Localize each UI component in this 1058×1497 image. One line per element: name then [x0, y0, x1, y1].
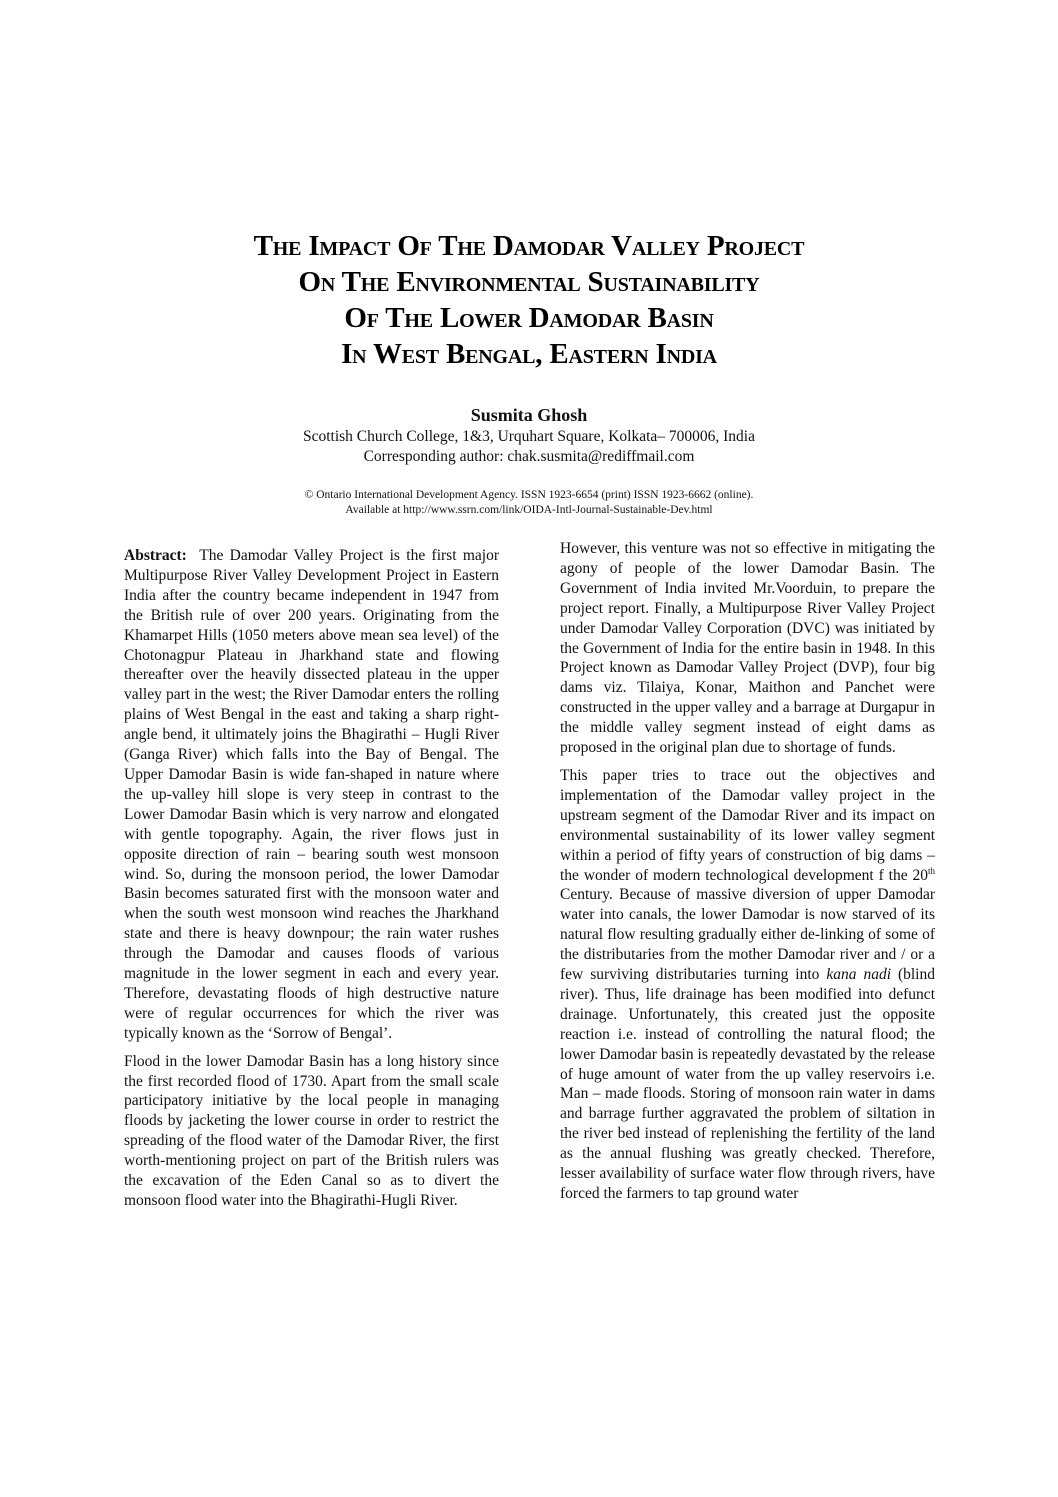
author-affiliation: Scottish Church College, 1&3, Urquhart Square, Kolkata– 700006, India — [302, 428, 755, 445]
corresponding-author: Corresponding author: chak.susmita@rediffmail.com — [363, 448, 695, 465]
copyright-notice — [0, 488, 1058, 518]
copyright-line-1: © Ontario International Development Agency. ISSN 1923-6654 (print) ISSN 1923-6662 (online). — [304, 489, 754, 501]
copyright-line-2: Available at http://www.ssrn.com/link/OIDA-Intl-Journal-Sustainable-Dev.html — [345, 504, 713, 516]
title-line-3: Of The Lower Damodar Basin — [344, 302, 714, 334]
title-line-4: In West Bengal, Eastern India — [341, 338, 717, 370]
body-paragraph — [560, 766, 935, 1204]
paragraph-text: This paper tries to trace out the objectives and implementation of the Damodar valley project in the upstream segment of the Damodar River and its impact on environmental sustainability of its lower valley segment within a period of fifty years of construction of big dams – the wonder of modern technological development f the 20 — [560, 766, 935, 884]
abstract-label: Abstract: — [124, 547, 187, 564]
italic-term: kana nadi — [826, 966, 892, 984]
paragraph-text: (blind river). Thus, life drainage has been modified into defunct drainage. Unfortunately, this created just the opposite reaction i.e. instead of controlling the natural flood; the lower Damodar basin is repeatedly devastated by the release of huge amount of water from the up valley reservoirs i.e. Man – made floods. Storing of monsoon rain water in dams and barrage further aggravated the problem of siltation in the river bed instead of replenishing the fertility of the land as the annual flushing was greatly checked. Therefore, lesser availability of surface water flow through rivers, have forced the farmers to tap ground water — [560, 966, 935, 1202]
paragraph-text: Century. Because of massive diversion of upper Damodar water into canals, the lower Damodar is now starved of its natural flow resulting gradually either de-linking of some of the distributaries from the mother Damodar river and / or a few surviving distributaries turning into — [560, 886, 935, 984]
left-column — [124, 546, 499, 1219]
right-column — [560, 539, 935, 1212]
author-name: Susmita Ghosh — [470, 405, 588, 425]
paper-title — [0, 228, 1058, 372]
superscript: th — [927, 865, 935, 876]
abstract-text: The Damodar Valley Project is the first major Multipurpose River Valley Development Project in Eastern India after the country became independent in 1947 from the British rule of over 200 years. Originating from the Khamarpet Hills (1050 meters above mean sea level) of the Chotonagpur Plateau in Jharkhand state and flowing thereafter over the heavily dissected plateau in the upper valley part in the west; the River Damodar enters the rolling plains of West Bengal in the east and taking a sharp right-angle bend, it ultimately joins the Bhagirathi – Hugli River (Ganga River) which falls into the Bay of Bengal. The Upper Damodar Basin is wide fan-shaped in nature where the up-valley hill slope is very steep in contrast to the Lower Damodar Basin which is very narrow and elongated with gentle topography. Again, the river flows just in opposite direction of rain – bearing south west monsoon wind. So, during the monsoon period, the lower Damodar Basin becomes saturated first with the monsoon water and when the south west monsoon wind reaches the Jharkhand state and there is heavy downpour; the rain water rushes through the Damodar and causes floods of various magnitude in the lower segment in each and every year. Therefore, devastating floods of high destructive nature were of regular occurrences for which the river was typically known as the ‘Sorrow of Bengal’. — [124, 547, 499, 1042]
body-paragraph: Flood in the lower Damodar Basin has a long history since the first recorded flood of 1730. Apart from the small scale participatory initiative by the local people in managing floods by jacketing the lower course in order to restrict the spreading of the flood water of the Damodar River, the first worth-mentioning project on part of the British rulers was the excavation of the Eden Canal so as to divert the monsoon flood water into the Bhagirathi-Hugli River. — [124, 1052, 499, 1209]
abstract-paragraph — [124, 546, 499, 1044]
title-line-1: The Impact Of The Damodar Valley Project — [253, 230, 805, 262]
author-affiliation-block — [0, 427, 1058, 467]
title-line-2: On The Environmental Sustainability — [298, 266, 760, 298]
body-paragraph: However, this venture was not so effective in mitigating the agony of people of the lower Damodar Basin. The Government of India invited Mr.Voorduin, to prepare the project report. Finally, a Multipurpose River Valley Project under Damodar Valley Corporation (DVC) was initiated by the Government of India for the entire basin in 1948. In this Project known as Damodar Valley Project (DVP), four big dams viz. Tilaiya, Konar, Maithon and Panchet were constructed in the upper valley and a barrage at Durgapur in the middle valley segment instead of eight dams as proposed in the original plan due to shortage of funds. — [560, 540, 935, 757]
